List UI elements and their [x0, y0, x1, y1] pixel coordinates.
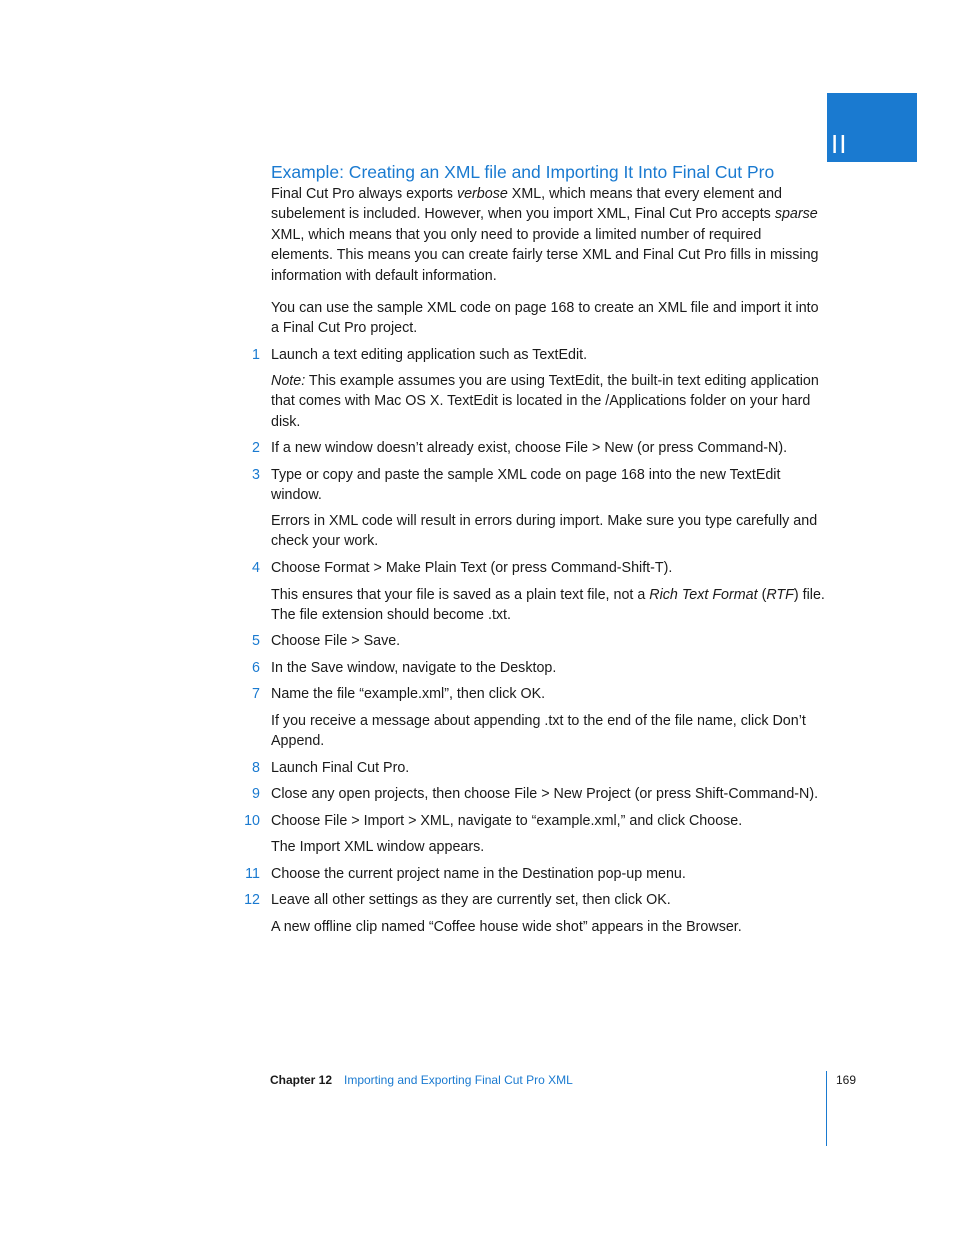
- italic-run: Rich Text Format: [649, 587, 758, 603]
- note-label: Note:: [271, 373, 306, 389]
- step-number: 7: [252, 686, 260, 702]
- plain-text-note: [271, 585, 827, 626]
- footer-chapter: Chapter 12: [270, 1073, 333, 1087]
- step-text: Choose the current project name in the Destination pop-up menu.: [271, 866, 686, 882]
- step-number: 2: [252, 440, 260, 456]
- italic-run: verbose: [456, 186, 508, 202]
- step-number: 12: [244, 892, 260, 908]
- text-run: (: [757, 587, 767, 603]
- step-number: 11: [245, 866, 260, 882]
- step-text: Type or copy and paste the sample XML code on page 168 into the new TextEdit window.: [271, 467, 781, 504]
- import-window-note: The Import XML window appears.: [271, 839, 485, 855]
- page-number: 169: [836, 1073, 857, 1087]
- text-run: Final Cut Pro always exports: [271, 186, 457, 202]
- step-number: 3: [252, 467, 260, 483]
- errors-note: Errors in XML code will result in errors during import. Make sure you type carefully and check your work.: [271, 513, 818, 550]
- step-text: Close any open projects, then choose File > New Project (or press Shift-Command-N).: [271, 786, 819, 802]
- append-note: If you receive a message about appending .txt to the end of the file name, click Don’t Append.: [271, 713, 806, 750]
- part-tab: [827, 93, 917, 162]
- step-number: 5: [252, 633, 260, 649]
- section-heading: Example: Creating an XML file and Importing It Into Final Cut Pro: [271, 162, 775, 182]
- text-run: XML, which means that you only need to provide a limited number of required elements. This means you can create fairly terse XML and Final Cut Pro fills in missing information with default information.: [271, 226, 819, 284]
- footer-divider: [826, 1071, 827, 1146]
- italic-run: RTF: [766, 587, 794, 603]
- intro-paragraph-2: You can use the sample XML code on page 168 to create an XML file and import it into a Final Cut Pro project.: [271, 300, 819, 337]
- offline-clip-note: A new offline clip named “Coffee house wide shot” appears in the Browser.: [271, 919, 742, 935]
- step-text: If a new window doesn’t already exist, choose File > New (or press Command-N).: [271, 440, 788, 456]
- footer-chapter-title: Importing and Exporting Final Cut Pro XML: [344, 1073, 573, 1087]
- part-tab-label: II: [831, 129, 848, 159]
- step-number: 10: [244, 813, 260, 829]
- step-number: 4: [252, 560, 260, 576]
- step-text: Name the file “example.xml”, then click OK.: [271, 686, 546, 702]
- step-text: Launch a text editing application such as TextEdit.: [271, 347, 588, 363]
- step-number: 8: [252, 760, 260, 776]
- text-run: ) file. The file extension should become .txt.: [271, 587, 825, 624]
- text-run: XML, which means that every element and subelement is included. However, when you import XML, Final Cut Pro accepts: [271, 186, 782, 223]
- step-number: 1: [252, 347, 260, 363]
- note-text: This example assumes you are using TextEdit, the built-in text editing application that comes with Mac OS X. TextEdit is located in the /Applications folder on your hard disk.: [271, 373, 819, 430]
- step-text: Leave all other settings as they are currently set, then click OK.: [271, 892, 671, 908]
- step-text: Choose File > Save.: [271, 633, 401, 649]
- step-text: Choose Format > Make Plain Text (or press Command-Shift-T).: [271, 560, 673, 576]
- note-paragraph: [271, 371, 827, 432]
- italic-run: sparse: [774, 206, 818, 223]
- text-run: This ensures that your file is saved as a plain text file, not a: [271, 587, 650, 603]
- step-text: Launch Final Cut Pro.: [271, 760, 410, 776]
- step-number: 9: [252, 786, 260, 802]
- step-text: In the Save window, navigate to the Desktop.: [271, 660, 557, 676]
- step-text: Choose File > Import > XML, navigate to “example.xml,” and click Choose.: [271, 813, 743, 829]
- intro-paragraph-1: [271, 184, 827, 286]
- step-number: 6: [252, 660, 260, 676]
